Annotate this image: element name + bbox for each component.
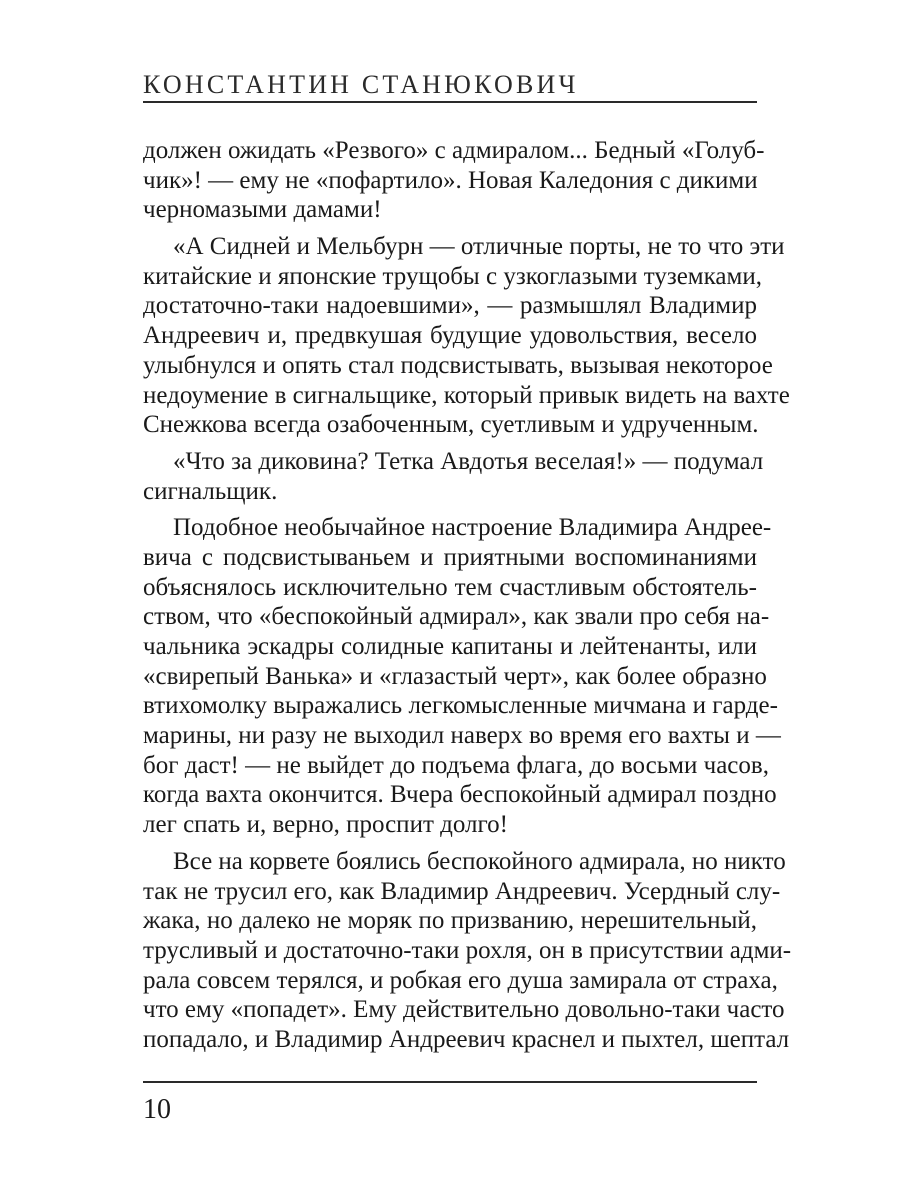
paragraph — [143, 136, 765, 225]
text-line: рала совсем терялся, и робкая его душа замирала от страха, — [143, 966, 778, 994]
text-line: Подобное необычайное настроение Владимира Андрее- — [173, 514, 772, 542]
text-line: когда вахта окончится. Вчера беспокойный адмирал поздно — [143, 781, 777, 809]
text-line: лег спать и, верно, проспит долго! — [143, 811, 508, 839]
paragraph — [143, 447, 764, 506]
text-line: недоумение в сигнальщике, который привык видеть на вахте — [143, 381, 790, 409]
text-line: бог даст! — не выйдет до подъема флага, до восьми часов, — [143, 751, 769, 779]
paragraph-gap — [143, 840, 757, 847]
paragraph-gap — [143, 440, 757, 447]
text-line: жака, но далеко не моряк по призванию, нерешительный, — [143, 907, 757, 935]
paragraph — [143, 232, 790, 440]
text-line: китайские и японские трущобы с узкоглазыми туземками, — [143, 262, 762, 290]
text-line: улыбнулся и опять стал подсвистывать, вызывая некоторое — [143, 351, 773, 379]
text-line: «А Сидней и Мельбурн — отличные порты, не то что эти — [173, 233, 785, 261]
header-rule — [143, 101, 757, 103]
text-line: должен ожидать «Резвого» с адмиралом... Бедный «Голуб- — [143, 137, 765, 164]
body-text — [143, 136, 792, 1055]
text-line: ством, что «беспокойный адмирал», как звали про себя на- — [143, 603, 770, 631]
text-line: так не трусил его, как Владимир Андреевич. Усердный слу- — [143, 877, 781, 905]
paragraph-gap — [143, 225, 757, 232]
text-line: попадало, и Владимир Андреевич краснел и пыхтел, шептал — [143, 1025, 790, 1053]
text-line: втихомолку выражались легкомысленные мичмана и гарде- — [143, 692, 778, 720]
text-line: Все на корвете боялись беспокойного адмирала, но никто — [173, 847, 786, 875]
paragraph — [143, 513, 781, 840]
text-line: трусливый и достаточно-таки рохля, он в присутствии адми- — [143, 936, 792, 964]
page-number: 10 — [143, 1094, 171, 1125]
text-line: марины, ни разу не выходил наверх во время его вахты и — — [143, 722, 781, 750]
paragraph — [143, 847, 792, 1055]
footer-rule — [143, 1081, 757, 1083]
text-line: «свирепый Ванька» и «глазастый черт», как более образно — [143, 662, 767, 690]
text-line: Снежкова всегда озабоченным, суетливым и удрученным. — [143, 411, 759, 439]
text-line: сигнальщик. — [143, 477, 278, 505]
text-line: достаточно-таки надоевшими», — размышлял Владимир — [143, 292, 757, 320]
text-line: черномазыми дамами! — [143, 196, 382, 224]
text-line: «Что за диковина? Тетка Авдотья веселая!» — подумал — [173, 447, 764, 475]
running-head-author: КОНСТАНТИН СТАНЮКОВИЧ — [143, 70, 579, 99]
paragraph-gap — [143, 506, 757, 513]
text-line: чик»! — ему не «пофартило». Новая Каледония с дикими — [143, 166, 758, 194]
text-line: чальника эскадры солидные капитаны и лейтенанты, или — [143, 633, 757, 660]
text-line: вича с подсвистываньем и приятными воспоминаниями — [143, 543, 757, 571]
text-line: объяснялось исключительно тем счастливым обстоятель- — [143, 573, 757, 601]
text-line: что ему «попадет». Ему действительно довольно-таки часто — [143, 996, 785, 1024]
text-line: Андреевич и, предвкушая будущие удовольствия, весело — [143, 322, 757, 350]
